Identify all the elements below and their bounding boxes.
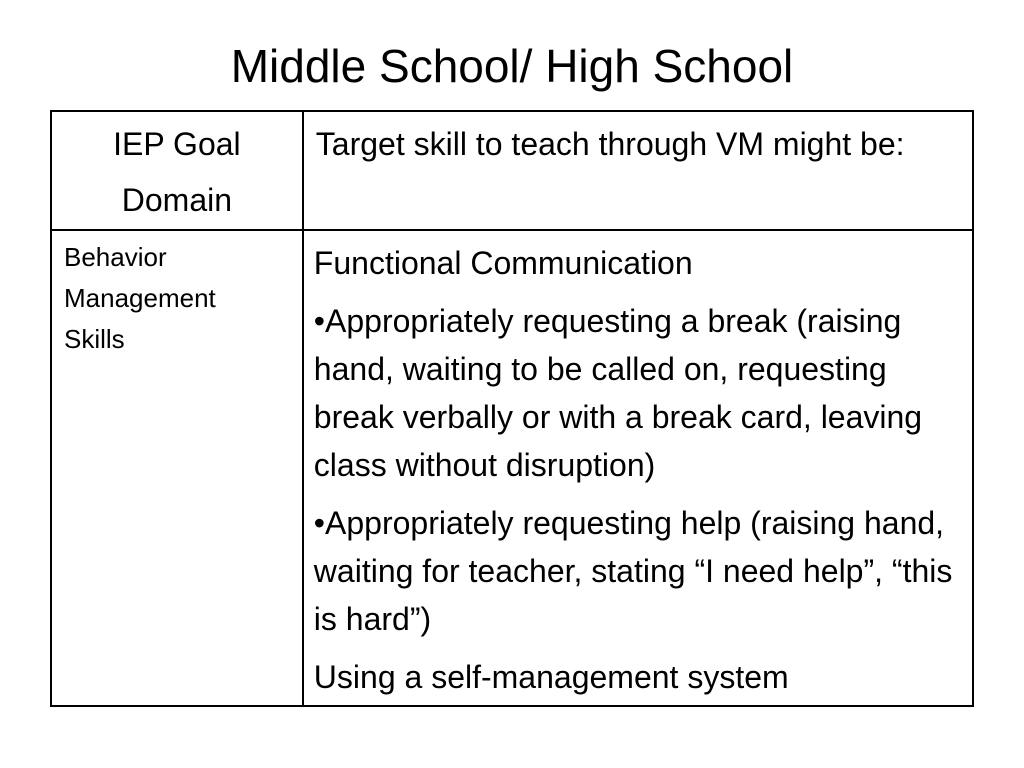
row-domain-cell: [51, 230, 303, 706]
row-domain-line-2: Management: [64, 283, 216, 313]
row-domain-line-1: Behavior: [64, 242, 167, 272]
header-domain-line-1: IEP Goal: [113, 126, 241, 162]
header-domain-cell: [51, 111, 303, 230]
target-bullet-requesting-break: •Appropriately requesting a break (raising hand, waiting to be called on, requesting break verbally or with a break card, leaving class without disruption): [313, 303, 923, 483]
slide-title: Middle School/ High School: [230, 40, 794, 92]
row-domain-line-3: Skills: [64, 324, 125, 354]
header-domain-line-2: Domain: [121, 182, 233, 218]
target-heading-self-management: Using a self-management system: [313, 659, 789, 695]
target-bullet-requesting-help: •Appropriately requesting help (raising hand, waiting for teacher, stating “I need help”, “this is hard”): [313, 505, 953, 637]
row-target-cell: [303, 230, 973, 706]
table-row: [51, 230, 973, 706]
target-heading-functional-communication: Functional Communication: [313, 245, 693, 281]
header-target-cell: Target skill to teach through VM might be:: [303, 111, 973, 230]
iep-goal-table: [50, 110, 974, 707]
table-header-row: [51, 111, 973, 230]
